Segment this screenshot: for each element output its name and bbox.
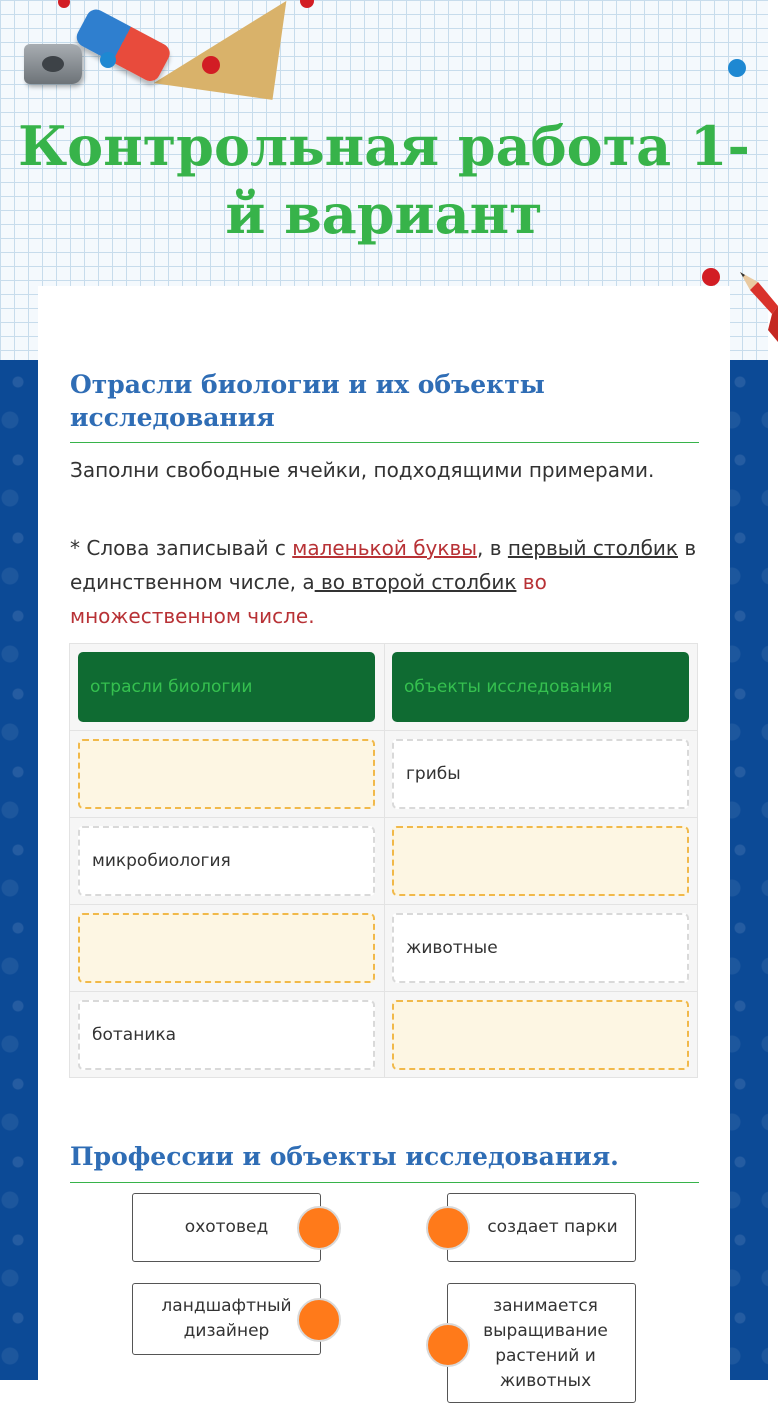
note-part-second-column: во второй столбик [314, 570, 517, 594]
decor-dot [728, 59, 746, 77]
note-part-small-letter: маленькой буквы [292, 536, 478, 560]
match-connector-handle[interactable] [426, 1323, 470, 1367]
pencil-icon [738, 270, 778, 350]
table-cell: микробиология [78, 826, 375, 896]
answer-input[interactable] [392, 826, 689, 896]
section-divider [70, 442, 699, 443]
sharpener-icon [24, 44, 82, 84]
note-part-plural: во множественном числе. [70, 570, 547, 628]
answer-input[interactable] [78, 913, 375, 983]
table-cell: животные [392, 913, 689, 983]
note-part: в единственном числе, а [70, 536, 697, 594]
note-part: * Слова записывай с [70, 536, 293, 560]
decor-dot [202, 56, 220, 74]
match-connector-handle[interactable] [426, 1206, 470, 1250]
match-connector-handle[interactable] [297, 1206, 341, 1250]
decor-dot [100, 52, 116, 68]
match-item-right[interactable]: занимается выращивание растений и животных [447, 1283, 636, 1403]
match-connector-handle[interactable] [297, 1298, 341, 1342]
instruction-text: Заполни свободные ячейки, подходящими примерами. [70, 458, 655, 482]
decor-dot [702, 268, 720, 286]
section-title-professions: Профессии и объекты исследования. [70, 1142, 619, 1171]
note-text [70, 531, 700, 633]
section-title-branches: Отрасли биологии и их объекты исследования [70, 370, 545, 432]
page-title: Контрольная работа 1-й вариант [18, 114, 750, 246]
section-divider [70, 1182, 699, 1183]
ruler-icon [154, 0, 287, 100]
match-item-left[interactable]: ландшафтный дизайнер [132, 1283, 321, 1355]
answer-input[interactable] [78, 739, 375, 809]
table-header-objects: объекты исследования [392, 652, 689, 722]
note-part-first-column: первый столбик [507, 536, 678, 560]
match-item-left[interactable]: охотовед [132, 1193, 321, 1262]
match-item-right[interactable]: создает парки [447, 1193, 636, 1262]
answer-input[interactable] [392, 1000, 689, 1070]
note-part: , в [477, 536, 508, 560]
table-header-branches: отрасли биологии [78, 652, 375, 722]
fill-in-table [69, 643, 698, 1078]
table-cell: грибы [392, 739, 689, 809]
table-cell: ботаника [78, 1000, 375, 1070]
